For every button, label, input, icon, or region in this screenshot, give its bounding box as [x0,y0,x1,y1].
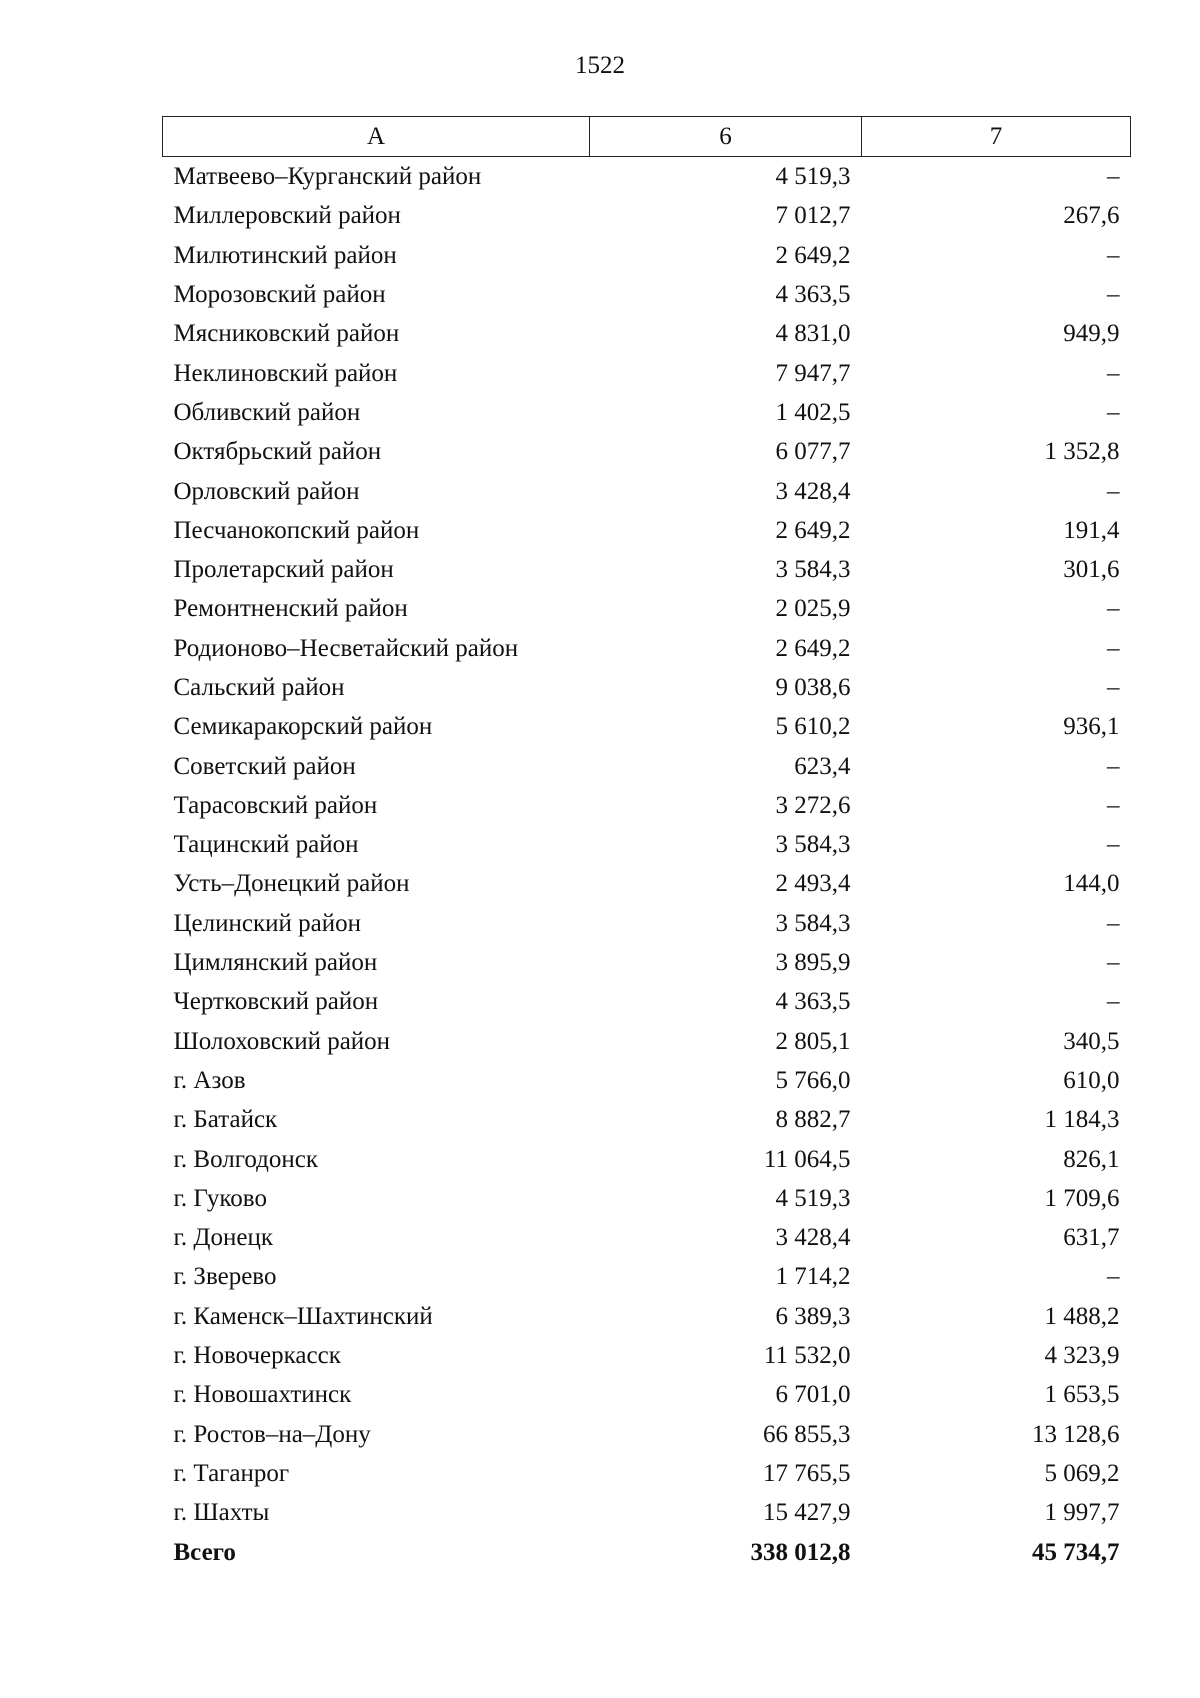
row-value-6: 623,4 [794,752,851,780]
table-row [163,314,1131,353]
row-value-6: 8 882,7 [775,1106,851,1134]
row-value-7: – [1107,595,1120,623]
row-value-7: 631,7 [1063,1224,1120,1252]
row-value-7: 1 997,7 [1044,1499,1120,1527]
table-row [163,471,1131,510]
row-value-6: 11 532,0 [763,1342,851,1370]
row-value-6: 3 428,4 [775,477,851,505]
table-body [163,157,1131,1572]
row-value-6: 2 493,4 [775,870,851,898]
row-name: Семикаракорский район [173,713,433,741]
row-name: Тарасовский район [173,791,378,819]
row-name: Усть–Донецкий район [173,870,410,898]
row-name: Шолоховский район [173,1027,391,1055]
table-row [163,589,1131,628]
row-value-7: – [1107,988,1120,1016]
row-value-7: – [1107,909,1120,937]
row-value-7: 949,9 [1063,320,1120,348]
table-row [163,786,1131,825]
row-name: г. Гуково [173,1184,267,1212]
header-row [163,117,1131,157]
row-name: Тацинский район [173,831,359,859]
table-row [163,825,1131,864]
table-row [163,1257,1131,1296]
row-value-6: 5 610,2 [775,713,851,741]
row-value-7: 610,0 [1063,1066,1120,1094]
table-row [163,275,1131,314]
row-value-7: 1 352,8 [1044,438,1120,466]
row-name: Милютинский район [173,241,397,269]
total-name: Всего [173,1538,236,1566]
row-name: г. Ростов–на–Дону [173,1420,371,1448]
data-table [162,116,1131,1572]
column-header-a: А [163,117,590,157]
row-value-7: – [1107,163,1120,191]
column-header-6: 6 [590,117,862,157]
row-value-6: 15 427,9 [763,1499,851,1527]
table-row [163,1297,1131,1336]
row-value-6: 3 428,4 [775,1224,851,1252]
row-value-7: 936,1 [1063,713,1120,741]
row-value-6: 7 012,7 [775,202,851,230]
table-row [163,1415,1131,1454]
table-row [163,1100,1131,1139]
row-value-7: – [1107,634,1120,662]
table-row [163,393,1131,432]
total-value-7: 45 734,7 [1032,1538,1120,1566]
row-value-6: 4 363,5 [775,281,851,309]
row-name: Обливский район [173,398,361,426]
row-value-7: – [1107,241,1120,269]
row-name: г. Батайск [173,1106,278,1134]
table-row [163,1179,1131,1218]
row-value-7: 4 323,9 [1044,1342,1120,1370]
row-value-6: 1 714,2 [775,1263,851,1291]
row-name: г. Новошахтинск [173,1381,352,1409]
row-name: Ремонтненский район [173,595,408,623]
table-row [163,982,1131,1021]
row-value-6: 3 895,9 [775,949,851,977]
table-row [163,1336,1131,1375]
table-row [163,1218,1131,1257]
table-row [163,432,1131,471]
table-row [163,943,1131,982]
row-value-6: 3 584,3 [775,909,851,937]
row-name: г. Азов [173,1066,246,1094]
row-value-7: 267,6 [1063,202,1120,230]
row-value-6: 2 649,2 [775,241,851,269]
row-value-6: 2 649,2 [775,516,851,544]
row-name: Советский район [173,752,356,780]
table-row [163,864,1131,903]
row-value-7: 340,5 [1063,1027,1120,1055]
row-value-6: 4 363,5 [775,988,851,1016]
row-value-7: – [1107,674,1120,701]
row-value-6: 2 805,1 [775,1027,851,1055]
row-value-7: – [1107,359,1120,387]
row-name: г. Волгодонск [173,1145,319,1173]
table-row [163,707,1131,746]
row-name: г. Донецк [173,1224,273,1252]
row-name: Матвеево–Курганский район [173,163,482,191]
row-name: г. Таганрог [173,1459,290,1487]
table-row [163,629,1131,668]
row-value-7: – [1107,752,1120,780]
row-name: Пролетарский район [173,556,394,584]
row-name: Мясниковский район [173,320,400,348]
row-value-6: 7 947,7 [775,359,851,387]
row-name: Неклиновский район [173,359,398,387]
row-value-6: 3 584,3 [775,831,851,859]
row-value-6: 3 584,3 [775,556,851,584]
row-value-7: – [1107,949,1120,977]
table-row [163,1493,1131,1532]
row-value-6: 5 766,0 [775,1066,851,1094]
total-value-6: 338 012,8 [750,1538,851,1566]
table-header [163,117,1131,157]
row-value-6: 66 855,3 [763,1420,851,1448]
row-value-7: 5 069,2 [1044,1459,1120,1487]
row-value-7: – [1107,398,1120,426]
row-value-6: 4 519,3 [775,163,851,191]
table-row [163,1022,1131,1061]
row-value-7: 1 653,5 [1044,1381,1120,1409]
row-value-7: – [1107,791,1120,819]
row-value-7: – [1107,831,1120,859]
row-name: Миллеровский район [173,202,401,230]
row-name: Сальский район [173,674,345,701]
table-row [163,1454,1131,1493]
row-value-7: 1 488,2 [1044,1302,1120,1330]
row-value-6: 6 389,3 [775,1302,851,1330]
row-value-6: 11 064,5 [763,1145,851,1173]
table-row [163,196,1131,235]
row-value-6: 6 077,7 [775,438,851,466]
table-row [163,511,1131,550]
row-value-7: 144,0 [1063,870,1120,898]
row-value-7: 826,1 [1063,1145,1120,1173]
row-value-7: – [1107,1263,1120,1291]
total-row [163,1532,1131,1571]
table-row [163,236,1131,275]
row-name: Орловский район [173,477,360,505]
row-name: г. Шахты [173,1499,270,1527]
table-row [163,1375,1131,1414]
page-number: 1522 [575,52,625,79]
row-name: Родионово–Несветайский район [173,634,519,662]
row-name: г. Новочеркасск [173,1342,341,1370]
table-row [163,904,1131,943]
row-value-7: 1 709,6 [1044,1184,1120,1212]
row-name: Октябрьский район [173,438,382,466]
row-value-7: – [1107,281,1120,309]
table-row [163,1061,1131,1100]
row-value-6: 4 519,3 [775,1184,851,1212]
row-value-6: 9 038,6 [775,674,851,701]
row-value-6: 4 831,0 [775,320,851,348]
column-header-7: 7 [862,117,1131,157]
row-value-7: 191,4 [1063,516,1120,544]
row-value-7: 13 128,6 [1032,1420,1120,1448]
row-name: Морозовский район [173,281,386,309]
row-value-6: 6 701,0 [775,1381,851,1409]
row-value-6: 2 025,9 [775,595,851,623]
table-row [163,1139,1131,1178]
row-name: г. Зверево [173,1263,277,1291]
row-name: г. Каменск–Шахтинский [173,1302,433,1330]
row-value-7: 301,6 [1063,556,1120,584]
table-row [163,353,1131,392]
row-name: Цимлянский район [173,949,378,977]
row-name: Песчанокопский район [173,516,420,544]
row-value-7: 1 184,3 [1044,1106,1120,1134]
row-name: Чертковский район [173,988,379,1016]
table-row [163,157,1131,197]
row-name: Целинский район [173,909,361,937]
row-value-6: 1 402,5 [775,398,851,426]
row-value-7: – [1107,477,1120,505]
row-value-6: 3 272,6 [775,791,851,819]
table-row [163,550,1131,589]
table-row [163,746,1131,785]
row-value-6: 2 649,2 [775,634,851,662]
row-value-6: 17 765,5 [763,1459,851,1487]
table-row [163,668,1131,707]
